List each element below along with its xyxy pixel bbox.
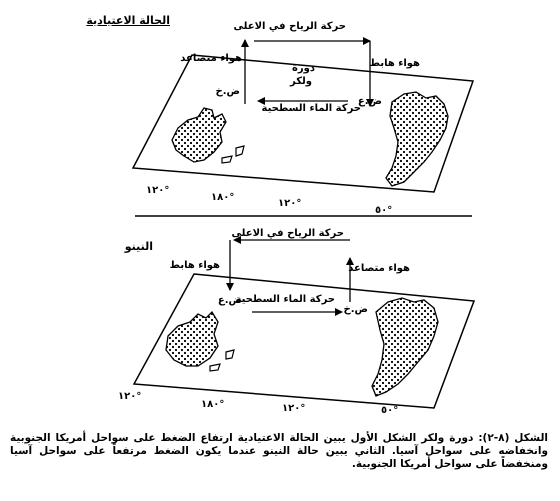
longitude-label: ٥٠° (375, 205, 393, 216)
wind-top-label: حركة الرياح في الاعلى (233, 21, 346, 32)
longitude-label: ١٨٠° (201, 399, 225, 410)
small-island (236, 146, 244, 156)
longitude-label: ٥٠° (381, 405, 399, 416)
longitude-label: ١٢٠° (146, 185, 170, 196)
longitude-label: ١٨٠° (211, 192, 235, 203)
small-island (210, 364, 220, 371)
figure-caption: الشكل (٨-٢): دورة ولكر الشكل الأول يبين الحالة الاعتيادية ارتفاع الضغط على سواحل أمريكا الجنوبية وانخفاضه على سواحل آسيا. الثاني يبين حالة النينو عندما يكون الضغط مرتفعاً على سواحل آسيا ومنخفضاً على سواحل أمريكا الجنوبية. (10, 432, 549, 470)
high-pressure-label: ض.ع (217, 295, 242, 306)
asia-landmass (172, 108, 226, 162)
low-pressure-label: ض.خ (343, 304, 368, 315)
longitude-label: ١٢٠° (282, 403, 306, 414)
surface-water-label: حركة الماء السطحية (235, 294, 335, 305)
longitude-label: ١٢٠° (278, 198, 302, 209)
high-pressure-label: ض.ع (357, 96, 382, 107)
rising-air-label: هواء متصاعد (348, 263, 410, 274)
low-pressure-label: ض.خ (215, 86, 240, 97)
wind-top-label: حركة الرياح في الاعلى (231, 228, 344, 239)
small-island (226, 350, 234, 359)
asia-landmass (166, 312, 218, 366)
sinking-air-label: هواء هابط (369, 58, 420, 69)
sinking-air-label: هواء هابط (169, 260, 220, 271)
longitude-label: ١٢٠° (118, 391, 142, 402)
rising-air-label: هواء متصاعد (180, 53, 242, 64)
panel-normal-title: الحالة الاعتيادية (86, 14, 170, 27)
south-america-landmass (372, 298, 438, 396)
walker-cell-label-line1: دورة (291, 63, 315, 74)
small-island (222, 156, 232, 163)
panel-el-nino-title: النينو (124, 240, 153, 253)
walker-cell-label-line2: ولكر (289, 76, 312, 87)
south-america-landmass (386, 92, 448, 186)
surface-water-label: حركة الماء السطحية (261, 103, 361, 114)
